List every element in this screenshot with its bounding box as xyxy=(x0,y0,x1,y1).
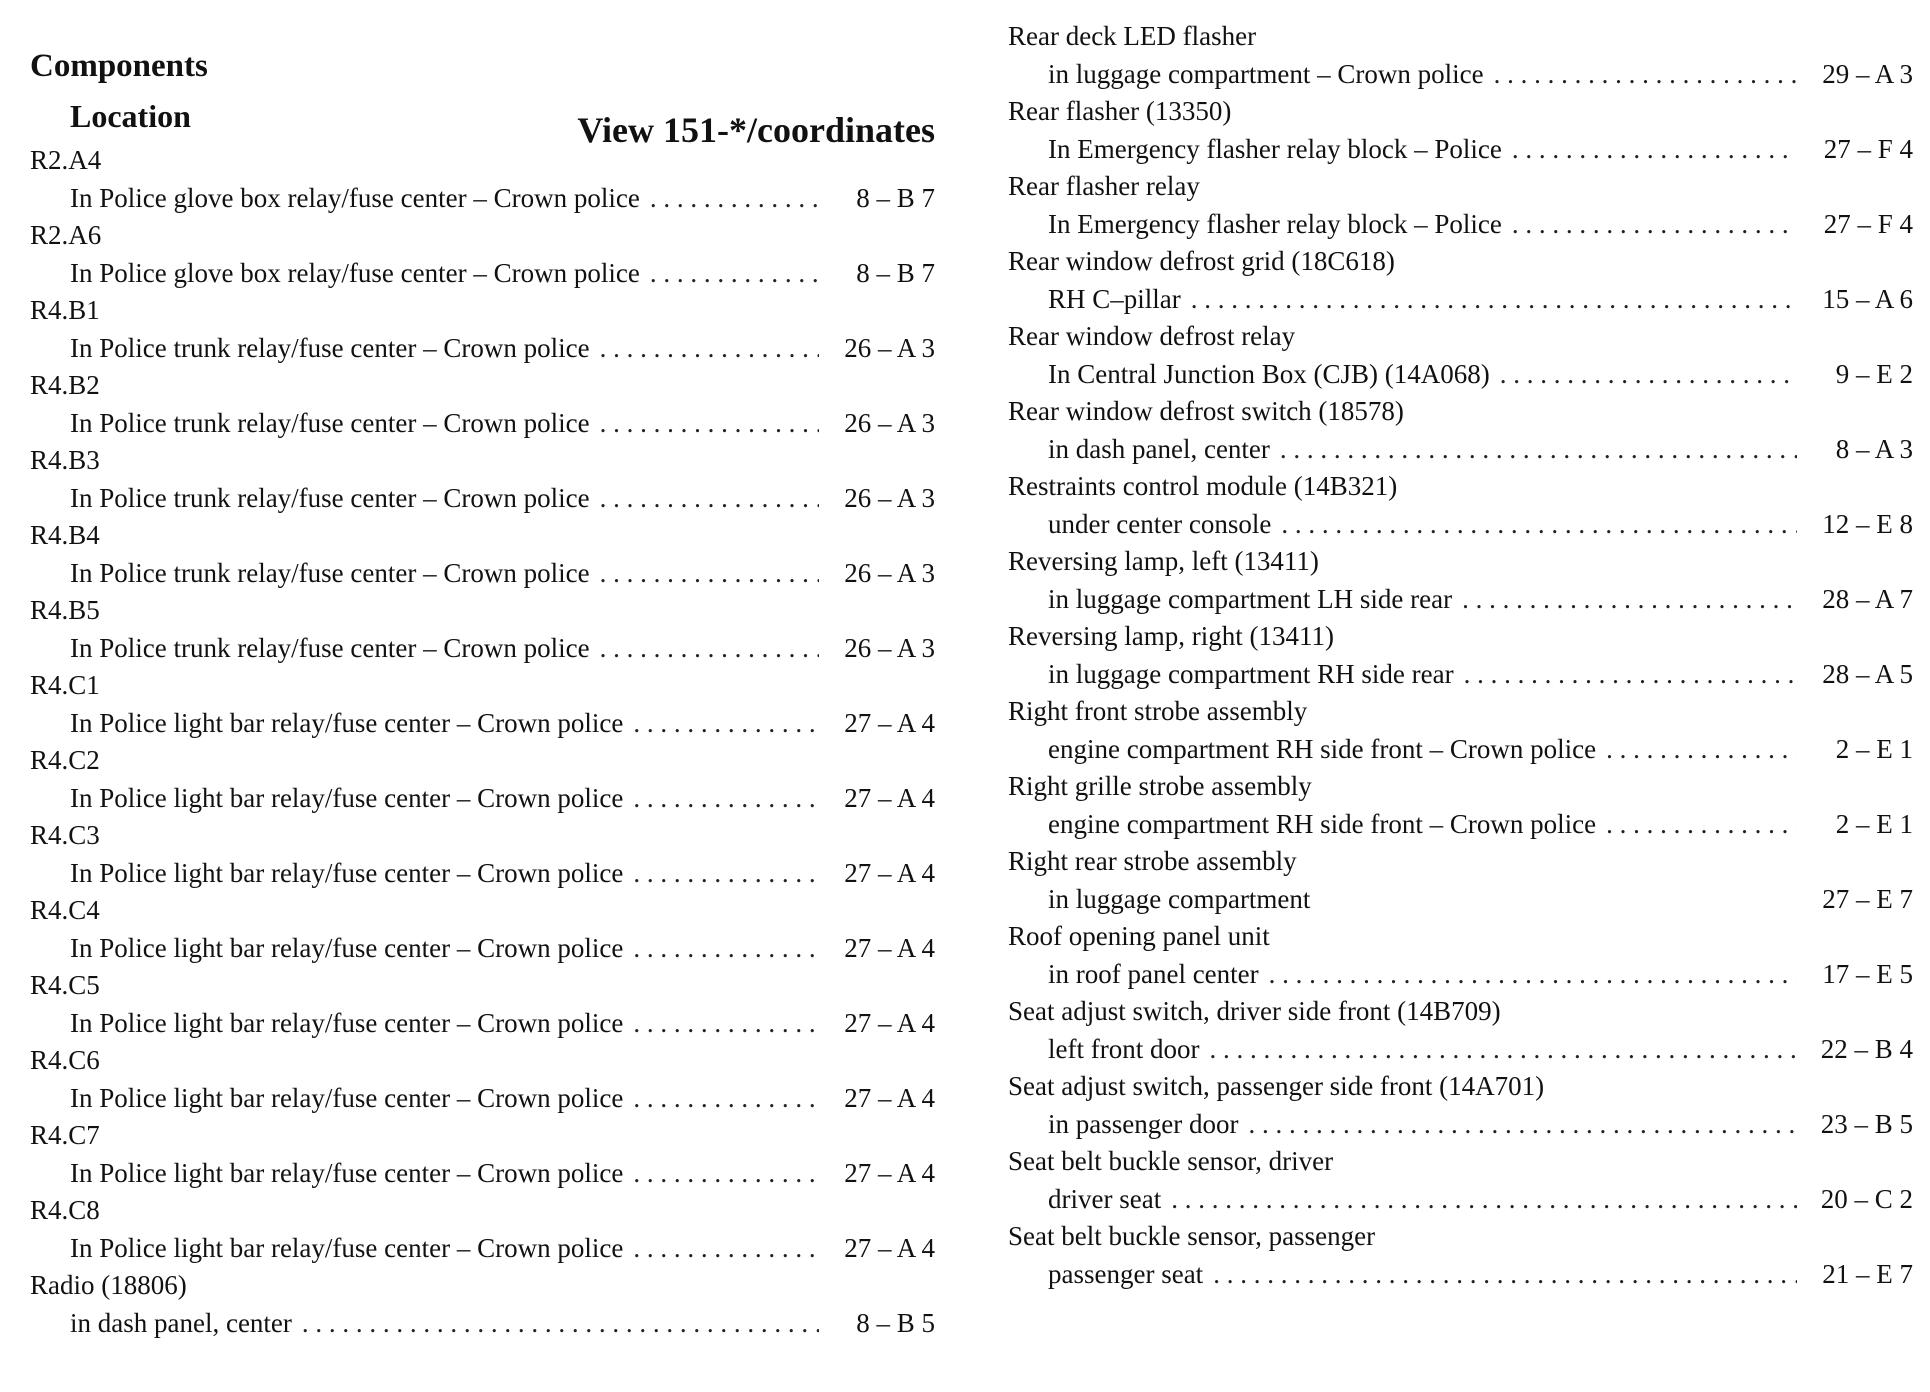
component-location: in passenger door xyxy=(1048,1108,1239,1139)
component-location: In Police trunk relay/fuse center – Crown police xyxy=(70,407,590,438)
component-name: R4.C4 xyxy=(30,895,100,925)
component-name: R4.B4 xyxy=(30,520,100,550)
component-name: R4.C8 xyxy=(30,1195,100,1225)
column-headers xyxy=(30,96,935,150)
left-column xyxy=(30,46,935,1342)
location-row xyxy=(30,1005,935,1043)
component-entry xyxy=(30,442,935,517)
component-name: Reversing lamp, right (13411) xyxy=(1008,621,1334,651)
component-name: R4.B1 xyxy=(30,295,100,325)
view-coordinate: 27 – A 4 xyxy=(844,1157,935,1188)
component-location: in luggage compartment RH side rear xyxy=(1048,658,1454,689)
dot-leader xyxy=(633,1155,819,1193)
component-location: in roof panel center xyxy=(1048,958,1259,989)
component-location: In Police light bar relay/fuse center – Crown police xyxy=(70,1157,624,1188)
component-location: In Police light bar relay/fuse center – Crown police xyxy=(70,1232,624,1263)
component-location: engine compartment RH side front – Crown police xyxy=(1048,808,1597,839)
location-row xyxy=(1008,581,1913,619)
component-location: In Emergency flasher relay block – Police xyxy=(1048,133,1502,164)
location-row xyxy=(30,705,935,743)
dot-leader xyxy=(1281,506,1797,544)
view-coordinates-header: View 151-*/coordinates xyxy=(577,110,935,150)
component-name: Rear window defrost relay xyxy=(1008,321,1296,351)
location-row xyxy=(1008,506,1913,544)
view-coordinate: 22 – B 4 xyxy=(1820,1033,1913,1064)
component-name: R4.C3 xyxy=(30,820,100,850)
dot-leader xyxy=(633,930,819,968)
component-entry xyxy=(30,1117,935,1192)
right-column xyxy=(1008,18,1913,1293)
dot-leader xyxy=(1209,1031,1797,1069)
dot-leader xyxy=(600,480,819,518)
component-name: R4.C5 xyxy=(30,970,100,1000)
view-coordinate: 8 – B 7 xyxy=(856,182,935,213)
component-entry xyxy=(1008,93,1913,168)
dot-leader xyxy=(633,855,819,893)
component-entry xyxy=(30,892,935,967)
component-name: Restraints control module (14B321) xyxy=(1008,471,1398,501)
view-coordinate: 26 – A 3 xyxy=(844,632,935,663)
component-name: R4.B2 xyxy=(30,370,100,400)
component-location: under center console xyxy=(1048,508,1272,539)
component-location: in dash panel, center xyxy=(1048,433,1270,464)
view-coordinate: 26 – A 3 xyxy=(844,332,935,363)
component-location: In Police glove box relay/fuse center – Crown police xyxy=(70,257,640,288)
location-row xyxy=(30,855,935,893)
component-name: Reversing lamp, left (13411) xyxy=(1008,546,1319,576)
component-location: left front door xyxy=(1048,1033,1200,1064)
location-row xyxy=(1008,281,1913,319)
component-location: In Police light bar relay/fuse center – Crown police xyxy=(70,782,624,813)
component-location: In Police trunk relay/fuse center – Crown police xyxy=(70,557,590,588)
view-coordinate: 27 – A 4 xyxy=(844,857,935,888)
component-location: In Police light bar relay/fuse center – Crown police xyxy=(70,707,624,738)
location-row xyxy=(30,1305,935,1343)
dot-leader xyxy=(633,780,819,818)
component-entry xyxy=(1008,843,1913,918)
location-row xyxy=(30,555,935,593)
view-coordinate: 2 – E 1 xyxy=(1835,808,1913,839)
view-coordinate: 17 – E 5 xyxy=(1822,958,1913,989)
component-location: In Police trunk relay/fuse center – Crown police xyxy=(70,632,590,663)
location-row xyxy=(30,1080,935,1118)
component-name: Roof opening panel unit xyxy=(1008,921,1270,951)
location-row xyxy=(30,930,935,968)
location-row xyxy=(30,255,935,293)
component-entry xyxy=(30,517,935,592)
component-name: R4.B5 xyxy=(30,595,100,625)
component-name: Rear flasher relay xyxy=(1008,171,1200,201)
component-name: Seat belt buckle sensor, passenger xyxy=(1008,1221,1376,1251)
location-row xyxy=(1008,956,1913,994)
location-row xyxy=(1008,1031,1913,1069)
dot-leader xyxy=(1269,956,1797,994)
left-entry-list xyxy=(30,142,935,1342)
dot-leader xyxy=(1248,1106,1797,1144)
component-entry xyxy=(1008,393,1913,468)
component-location: driver seat xyxy=(1048,1183,1162,1214)
location-row xyxy=(1008,1181,1913,1219)
component-location: In Police trunk relay/fuse center – Crown police xyxy=(70,332,590,363)
component-entry xyxy=(30,592,935,667)
dot-leader xyxy=(1606,731,1797,769)
component-location: In Police light bar relay/fuse center – Crown police xyxy=(70,1082,624,1113)
component-entry xyxy=(30,667,935,742)
view-coordinate: 27 – E 7 xyxy=(1822,883,1913,914)
view-coordinate: 27 – A 4 xyxy=(844,1232,935,1263)
location-row xyxy=(1008,206,1913,244)
location-row xyxy=(1008,656,1913,694)
component-entry xyxy=(30,1192,935,1267)
component-name: Seat adjust switch, driver side front (14B709) xyxy=(1008,996,1501,1026)
view-coordinate: 27 – F 4 xyxy=(1823,208,1913,239)
location-row xyxy=(30,180,935,218)
section-heading: Components xyxy=(30,48,208,84)
location-row xyxy=(30,405,935,443)
component-entry xyxy=(1008,993,1913,1068)
component-entry xyxy=(1008,918,1913,993)
component-location: in dash panel, center xyxy=(70,1307,292,1338)
location-row xyxy=(1008,1106,1913,1144)
dot-leader xyxy=(600,330,819,368)
location-row xyxy=(1008,431,1913,469)
component-entry xyxy=(30,817,935,892)
component-name: Right rear strobe assembly xyxy=(1008,846,1297,876)
dot-leader xyxy=(1500,356,1797,394)
view-coordinate: 8 – A 3 xyxy=(1835,433,1913,464)
dot-leader xyxy=(1213,1256,1797,1294)
dot-leader xyxy=(1191,281,1797,319)
dot-leader xyxy=(1464,656,1797,694)
component-entry xyxy=(1008,468,1913,543)
component-entry xyxy=(30,142,935,217)
component-name: Rear window defrost switch (18578) xyxy=(1008,396,1404,426)
dot-leader xyxy=(1171,1181,1797,1219)
component-entry xyxy=(1008,318,1913,393)
view-coordinate: 27 – A 4 xyxy=(844,1082,935,1113)
dot-leader xyxy=(1280,431,1797,469)
location-row xyxy=(1008,356,1913,394)
view-coordinate: 29 – A 3 xyxy=(1822,58,1913,89)
view-coordinate: 21 – E 7 xyxy=(1822,1258,1913,1289)
component-entry xyxy=(1008,18,1913,93)
component-name: R4.C6 xyxy=(30,1045,100,1075)
dot-leader xyxy=(633,1005,819,1043)
component-name: R4.B3 xyxy=(30,445,100,475)
component-location: In Police light bar relay/fuse center – Crown police xyxy=(70,1007,624,1038)
view-coordinate: 8 – B 7 xyxy=(856,257,935,288)
component-entry xyxy=(1008,168,1913,243)
location-row xyxy=(30,1230,935,1268)
location-row xyxy=(1008,806,1913,844)
component-entry xyxy=(30,742,935,817)
view-coordinate: 27 – F 4 xyxy=(1823,133,1913,164)
component-entry xyxy=(30,367,935,442)
view-coordinate: 12 – E 8 xyxy=(1822,508,1913,539)
component-entry xyxy=(1008,693,1913,768)
component-name: Seat belt buckle sensor, driver xyxy=(1008,1146,1334,1176)
view-coordinate: 27 – A 4 xyxy=(844,707,935,738)
view-coordinate: 26 – A 3 xyxy=(844,557,935,588)
view-coordinate: 28 – A 5 xyxy=(1822,658,1913,689)
view-coordinate: 27 – A 4 xyxy=(844,932,935,963)
component-name: Rear window defrost grid (18C618) xyxy=(1008,246,1395,276)
component-name: R2.A4 xyxy=(30,145,102,175)
component-entry xyxy=(1008,1218,1913,1293)
component-entry xyxy=(30,1267,935,1342)
dot-leader xyxy=(650,180,819,218)
dot-leader xyxy=(600,630,819,668)
component-name: R4.C7 xyxy=(30,1120,100,1150)
view-coordinate: 27 – A 4 xyxy=(844,1007,935,1038)
dot-leader xyxy=(302,1305,819,1343)
location-row xyxy=(30,330,935,368)
dot-leader xyxy=(633,1230,819,1268)
view-coordinate: 26 – A 3 xyxy=(844,482,935,513)
component-name: Seat adjust switch, passenger side front (14A701) xyxy=(1008,1071,1545,1101)
component-entry xyxy=(30,967,935,1042)
component-location: in luggage compartment LH side rear xyxy=(1048,583,1453,614)
component-location: in luggage compartment xyxy=(1048,883,1311,914)
view-coordinate: 20 – C 2 xyxy=(1820,1183,1913,1214)
component-entry xyxy=(1008,618,1913,693)
dot-leader xyxy=(1512,131,1797,169)
component-location: In Central Junction Box (CJB) (14A068) xyxy=(1048,358,1490,389)
component-name: R2.A6 xyxy=(30,220,102,250)
component-entry xyxy=(1008,768,1913,843)
view-coordinate: 2 – E 1 xyxy=(1835,733,1913,764)
dot-leader xyxy=(600,555,819,593)
location-row xyxy=(1008,56,1913,94)
component-entry xyxy=(1008,1143,1913,1218)
component-entry xyxy=(1008,1068,1913,1143)
view-coordinate: 27 – A 4 xyxy=(844,782,935,813)
dot-leader xyxy=(1512,206,1797,244)
component-name: Rear deck LED flasher xyxy=(1008,21,1257,51)
dot-leader xyxy=(1606,806,1797,844)
component-name: Radio (18806) xyxy=(30,1270,187,1300)
view-coordinate: 8 – B 5 xyxy=(856,1307,935,1338)
component-entry xyxy=(30,292,935,367)
component-location: In Police light bar relay/fuse center – Crown police xyxy=(70,857,624,888)
right-entry-list xyxy=(1008,18,1913,1293)
location-row xyxy=(30,630,935,668)
component-name: Right front strobe assembly xyxy=(1008,696,1308,726)
location-row xyxy=(1008,731,1913,769)
component-location: passenger seat xyxy=(1048,1258,1204,1289)
dot-leader xyxy=(1494,56,1797,94)
dot-leader xyxy=(633,705,819,743)
component-name: R4.C1 xyxy=(30,670,100,700)
dot-leader xyxy=(600,405,819,443)
view-coordinate: 26 – A 3 xyxy=(844,407,935,438)
component-name: Right grille strobe assembly xyxy=(1008,771,1312,801)
view-coordinate: 15 – A 6 xyxy=(1822,283,1913,314)
component-location: RH C–pillar xyxy=(1048,283,1181,314)
component-location: In Police trunk relay/fuse center – Crown police xyxy=(70,482,590,513)
location-row xyxy=(1008,131,1913,169)
component-location: engine compartment RH side front – Crown police xyxy=(1048,733,1597,764)
component-location: In Emergency flasher relay block – Police xyxy=(1048,208,1502,239)
view-coordinate: 9 – E 2 xyxy=(1835,358,1913,389)
component-name: Rear flasher (13350) xyxy=(1008,96,1232,126)
component-location: In Police glove box relay/fuse center – Crown police xyxy=(70,182,640,213)
component-entry xyxy=(1008,243,1913,318)
component-location: in luggage compartment – Crown police xyxy=(1048,58,1484,89)
dot-leader xyxy=(650,255,819,293)
location-row xyxy=(1008,881,1913,919)
location-row xyxy=(30,1155,935,1193)
location-row xyxy=(1008,1256,1913,1294)
location-row xyxy=(30,480,935,518)
location-header: Location xyxy=(70,98,191,134)
component-location: In Police light bar relay/fuse center – Crown police xyxy=(70,932,624,963)
view-coordinate: 23 – B 5 xyxy=(1820,1108,1913,1139)
dot-leader xyxy=(633,1080,819,1118)
location-row xyxy=(30,780,935,818)
component-entry xyxy=(1008,543,1913,618)
component-entry xyxy=(30,217,935,292)
component-name: R4.C2 xyxy=(30,745,100,775)
view-coordinate: 28 – A 7 xyxy=(1822,583,1913,614)
dot-leader xyxy=(1462,581,1797,619)
component-entry xyxy=(30,1042,935,1117)
